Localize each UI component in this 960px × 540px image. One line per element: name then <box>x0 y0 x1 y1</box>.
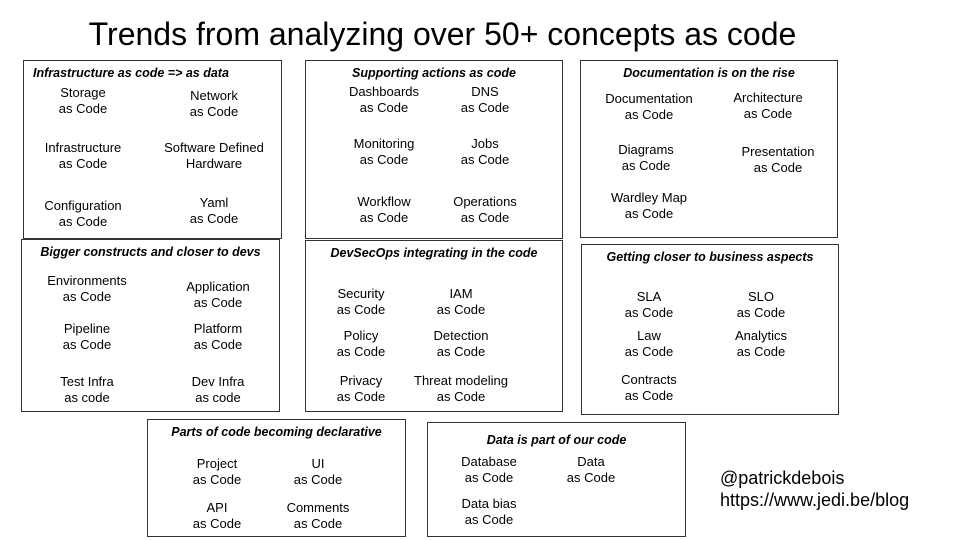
concept-item: Policy as Code <box>336 328 386 359</box>
concept-item: Contracts as Code <box>621 372 677 403</box>
concept-item: Storage as Code <box>58 85 108 116</box>
blog-url: https://www.jedi.be/blog <box>720 490 910 510</box>
concept-item: Application as Code <box>186 279 250 310</box>
category-heading: Parts of code becoming declarative <box>171 425 382 439</box>
author-handle: @patrickdebois <box>720 468 845 488</box>
concept-item: Yaml as Code <box>189 195 239 226</box>
concept-item: Platform as Code <box>193 321 243 352</box>
concept-item: Software Defined Hardware <box>164 140 264 171</box>
category-heading: Getting closer to business aspects <box>606 250 814 264</box>
category-heading: Bigger constructs and closer to devs <box>40 245 261 259</box>
concept-item: Test Infra as code <box>60 374 114 405</box>
concept-item: Project as Code <box>192 456 242 487</box>
page-title: Trends from analyzing over 50+ concepts as code <box>88 16 797 52</box>
category-heading: Supporting actions as code <box>352 66 516 80</box>
concept-item: IAM as Code <box>436 286 486 317</box>
concept-item: Threat modeling as Code <box>414 373 508 404</box>
concept-item: Monitoring as Code <box>353 136 415 167</box>
concept-item: Comments as Code <box>286 500 350 531</box>
concept-item: Presentation as Code <box>741 144 815 175</box>
concept-item: Database as Code <box>461 454 517 485</box>
author-credits <box>720 467 909 511</box>
concept-item: Operations as Code <box>453 194 517 225</box>
concept-item: Wardley Map as Code <box>610 190 688 221</box>
concept-item: SLA as Code <box>624 289 674 320</box>
category-box-devsecops <box>305 240 563 412</box>
concept-item: Analytics as Code <box>734 328 788 359</box>
concept-item: Security as Code <box>336 286 386 317</box>
concept-item: Workflow as Code <box>357 194 411 225</box>
category-heading: Infrastructure as code => as data <box>33 66 229 80</box>
concept-item: Pipeline as Code <box>62 321 112 352</box>
concept-item: API as Code <box>192 500 242 531</box>
concept-item: Configuration as Code <box>44 198 122 229</box>
concept-item: Dev Infra as code <box>191 374 245 405</box>
concept-item: UI as Code <box>293 456 343 487</box>
category-box-infrastructure <box>23 60 282 239</box>
concept-item: SLO as Code <box>736 289 786 320</box>
category-box-business-aspects <box>581 244 839 415</box>
category-box-declarative <box>147 419 406 537</box>
concept-item: Law as Code <box>624 328 674 359</box>
concept-item: Documentation as Code <box>605 91 693 122</box>
concept-item: Network as Code <box>189 88 239 119</box>
category-heading: DevSecOps integrating in the code <box>330 246 538 260</box>
category-box-documentation <box>580 60 838 238</box>
category-heading: Documentation is on the rise <box>623 66 795 80</box>
category-box-data <box>427 422 686 537</box>
category-heading: Data is part of our code <box>486 433 627 447</box>
concept-item: Environments as Code <box>47 273 127 304</box>
concept-item: Privacy as Code <box>336 373 386 404</box>
concept-item: Diagrams as Code <box>618 142 674 173</box>
concept-item: Data bias as Code <box>461 496 517 527</box>
category-box-bigger-constructs <box>21 239 280 412</box>
concept-item: Dashboards as Code <box>348 84 420 115</box>
concept-item: Infrastructure as Code <box>44 140 122 171</box>
concept-item: Jobs as Code <box>460 136 510 167</box>
concept-item: DNS as Code <box>460 84 510 115</box>
concept-item: Data as Code <box>566 454 616 485</box>
concept-item: Detection as Code <box>433 328 489 359</box>
concept-item: Architecture as Code <box>733 90 803 121</box>
category-box-supporting-actions <box>305 60 563 239</box>
